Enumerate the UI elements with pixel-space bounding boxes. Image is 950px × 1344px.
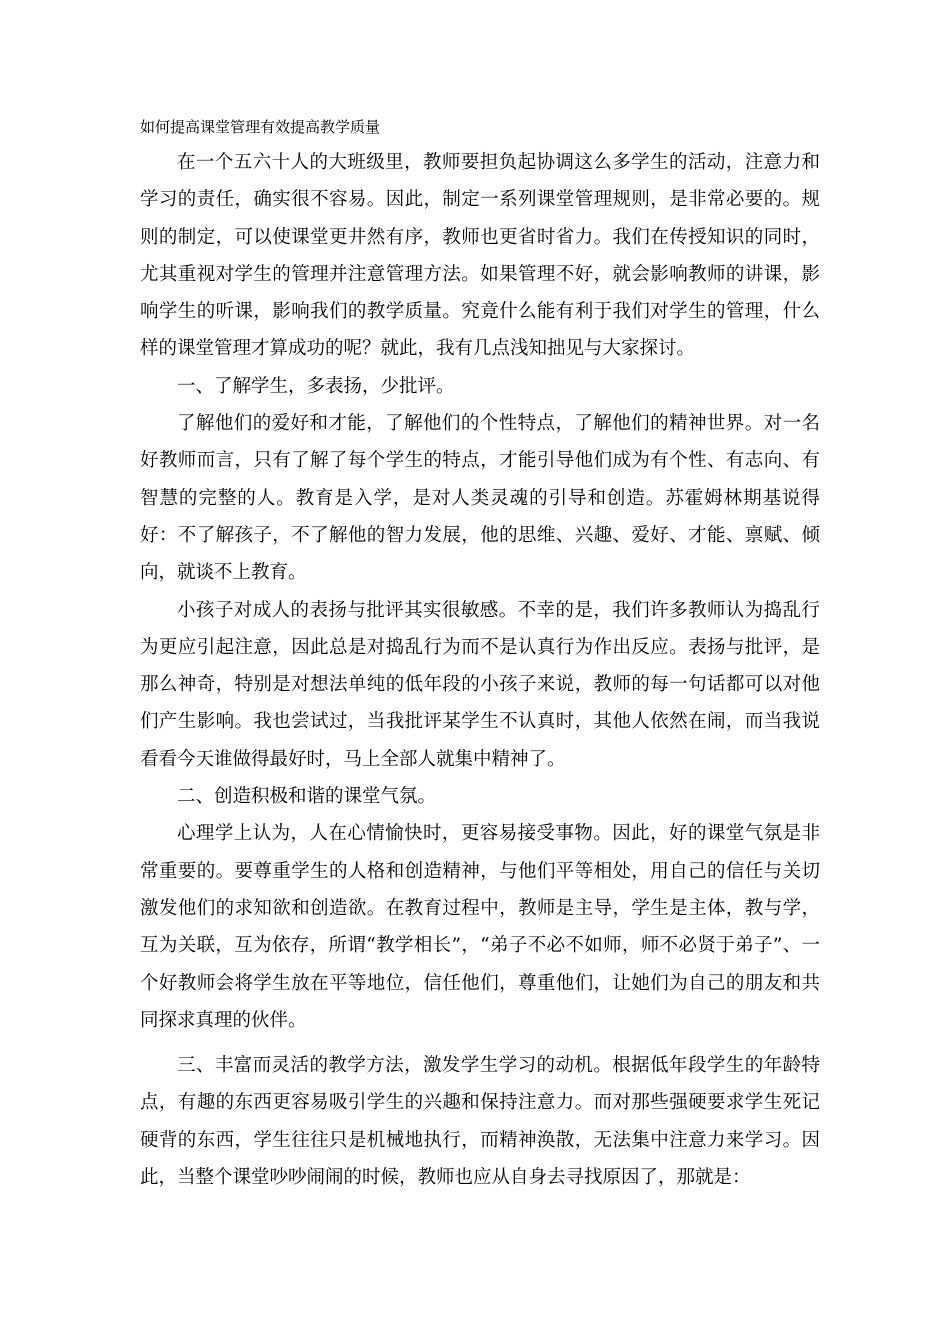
paragraph-understand-students: 了解他们的爱好和才能，了解他们的个性特点，了解他们的精神世界。对一名好教师而言，只有了解了每个学生的特点，才能引导他们成为有个性、有志向、有智慧的完整的人。教育是入学，是对人类灵魂的引导和创造。苏霍姆林期基说得好：不了解孩子，不了解他的智力发展，他的思维、兴趣、爱好、才能、禀赋、倾向，就谈不上教育。 [140, 413, 820, 584]
paragraph-teaching-methods: 三、丰富而灵活的教学方法，激发学生学习的动机。根据低年段学生的年龄特点，有趣的东西更容易吸引学生的兴趣和保持注意力。而对那些强硬要求学生死记硬背的东西，学生往往只是机械地执行，而精神涣散，无法集中注意力来学习。因此，当整个课堂吵吵闹闹的时候，教师也应从自身去寻找原因了，那就是： [140, 1055, 820, 1189]
section-heading-1: 一、了解学生，多表扬，少批评。 [177, 375, 455, 397]
paragraph-classroom-atmosphere: 心理学上认为，人在心情愉快时，更容易接受事物。因此，好的课堂气氛是非常重要的。要尊重学生的人格和创造精神，与他们平等相处，用自己的信任与关切激发他们的求知欲和创造欲。在教育过程中，教师是主导，学生是主体，教与学，互为关联，互为依存，所谓“教学相长”，“弟子不必不如师，师不必贤于弟子”、一个好教师会将学生放在平等地位，信任他们，尊重他们，让她们为自己的朋友和共同探求真理的伙伴。 [140, 823, 820, 1031]
section-heading-2: 二、创造积极和谐的课堂气氛。 [177, 786, 437, 808]
paragraph-intro: 在一个五六十人的大班级里，教师要担负起协调这么多学生的活动，注意力和学习的责任，确实很不容易。因此，制定一系列课堂管理规则，是非常必要的。规则的制定，可以使课堂更井然有序，教师也更省时省力。我们在传授知识的同时，尤其重视对学生的管理并注意管理方法。如果管理不好，就会影响教师的讲课，影响学生的听课，影响我们的教学质量。究竟什么能有利于我们对学生的管理，什么样的课堂管理才算成功的呢？就此，我有几点浅知拙见与大家探讨。 [140, 152, 820, 360]
document-title: 如何提高课堂管理有效提高教学质量 [140, 118, 381, 136]
document-body [140, 144, 820, 1196]
paragraph-praise-criticism: 小孩子对成人的表扬与批评其实很敏感。不幸的是，我们许多教师认为捣乱行为更应引起注意，因此总是对捣乱行为而不是认真行为作出反应。表扬与批评，是那么神奇，特别是对想法单纯的低年段的小孩子来说，教师的每一句话都可以对他们产生影响。我也尝试过，当我批评某学生不认真时，其他人依然在闹，而当我说看看今天谁做得最好时，马上全部人就集中精神了。 [140, 599, 820, 770]
